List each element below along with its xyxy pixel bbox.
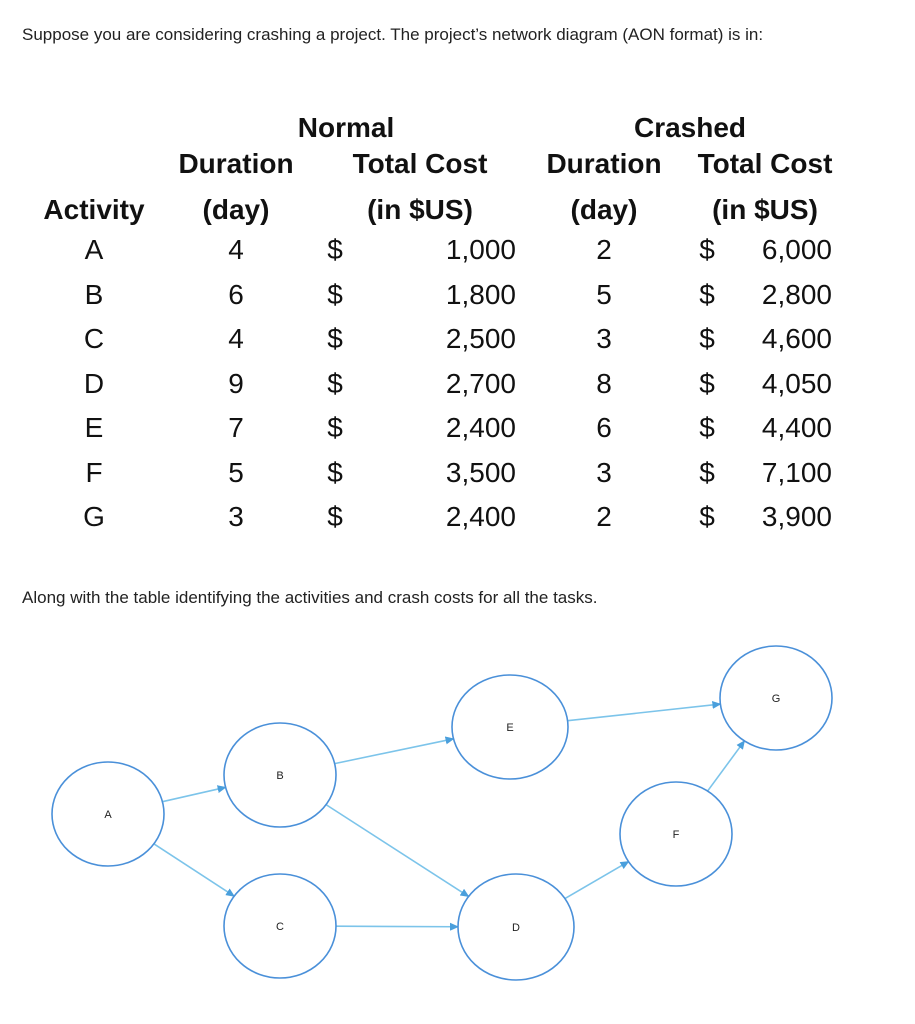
node-label: C	[276, 921, 284, 933]
normal-duration-cell: 5	[228, 456, 244, 488]
normal-duration-header: Duration	[178, 148, 294, 179]
crashed-duration-cell: 3	[596, 323, 612, 354]
node-f	[620, 782, 732, 886]
crashed-duration-cell: 6	[596, 412, 612, 443]
normal-cost-unit: (in $US)	[367, 194, 473, 225]
crashed-currency-symbol: $	[699, 456, 715, 488]
node-label: A	[104, 809, 112, 821]
node-label: D	[512, 922, 520, 934]
normal-currency-symbol: $	[327, 323, 343, 354]
crashed-currency-symbol: $	[699, 367, 715, 399]
normal-cost-header: Total Cost	[352, 148, 488, 179]
network-diagram	[0, 615, 915, 1024]
normal-cost-cell: 2,500	[445, 323, 516, 354]
crashed-cost-unit: (in $US)	[712, 194, 818, 225]
edge-d-f	[565, 862, 629, 899]
edge-c-d	[336, 926, 458, 927]
node-a	[52, 762, 164, 866]
crashed-duration-cell: 3	[596, 456, 612, 488]
crashed-duration-cell: 5	[596, 278, 612, 310]
normal-currency-symbol: $	[327, 367, 343, 399]
edge-a-c	[154, 844, 234, 896]
activity-cell: B	[84, 278, 104, 310]
edge-e-g	[568, 704, 721, 721]
normal-cost-cell: 1,800	[445, 278, 516, 310]
crashed-currency-symbol: $	[699, 234, 715, 265]
node-d	[458, 874, 574, 980]
normal-duration-cell: 6	[228, 278, 244, 310]
crashed-duration-cell: 2	[596, 234, 612, 265]
node-label: G	[771, 693, 781, 705]
edge-f-g	[708, 741, 745, 791]
crashed-currency-symbol: $	[699, 412, 715, 443]
crashed-duration-unit: (day)	[570, 194, 638, 225]
node-c	[224, 874, 336, 978]
crashed-group-header: Crashed	[633, 112, 747, 143]
edge-a-b	[162, 787, 225, 801]
edge-b-d	[326, 805, 469, 897]
node-label: E	[506, 722, 514, 734]
normal-duration-cell: 3	[228, 501, 244, 532]
crashed-cost-cell: 4,600	[761, 323, 832, 354]
activity-cell: G	[83, 501, 105, 532]
crashed-cost-cell: 4,050	[761, 367, 832, 399]
node-g	[720, 646, 832, 750]
crashed-cost-header: Total Cost	[697, 148, 833, 179]
normal-cost-cell: 2,700	[445, 367, 516, 399]
normal-cost-cell: 3,500	[445, 456, 516, 488]
normal-currency-symbol: $	[327, 501, 343, 532]
normal-currency-symbol: $	[327, 412, 343, 443]
normal-cost-cell: 2,400	[445, 501, 516, 532]
normal-cost-cell: 2,400	[445, 412, 516, 443]
normal-currency-symbol: $	[327, 456, 343, 488]
crashed-currency-symbol: $	[699, 323, 715, 354]
crashed-duration-cell: 8	[596, 367, 612, 399]
normal-currency-symbol: $	[327, 278, 343, 310]
node-label: B	[276, 770, 284, 782]
crashed-currency-symbol: $	[699, 501, 715, 532]
activity-cell: D	[83, 367, 105, 399]
activity-cell: A	[84, 234, 104, 265]
edge-b-e	[335, 739, 454, 764]
crashed-currency-symbol: $	[699, 278, 715, 310]
activity-cell: F	[85, 456, 103, 488]
normal-duration-cell: 7	[228, 412, 244, 443]
crashed-cost-cell: 2,800	[761, 278, 832, 310]
normal-duration-cell: 9	[228, 367, 244, 399]
activity-cell: C	[83, 323, 105, 354]
activity-header: Activity	[43, 194, 145, 225]
node-e	[452, 675, 568, 779]
normal-cost-cell: 1,000	[445, 234, 516, 265]
node-label: F	[672, 829, 680, 841]
caption-text: Along with the table identifying the activities and crash costs for all the tasks.	[22, 588, 598, 607]
crashed-duration-header: Duration	[546, 148, 662, 179]
normal-currency-symbol: $	[327, 234, 343, 265]
normal-duration-cell: 4	[228, 323, 244, 354]
crashed-cost-cell: 3,900	[761, 501, 832, 532]
normal-duration-unit: (day)	[202, 194, 270, 225]
crashed-duration-cell: 2	[596, 501, 612, 532]
node-b	[224, 723, 336, 827]
activity-cell: E	[84, 412, 104, 443]
crashed-cost-cell: 4,400	[761, 412, 832, 443]
crashed-cost-cell: 6,000	[761, 234, 832, 265]
intro-text: Suppose you are considering crashing a project. The project’s network diagram (AON format) is in:	[22, 25, 764, 44]
network-nodes	[52, 646, 832, 980]
crashed-cost-cell: 7,100	[761, 456, 832, 488]
normal-duration-cell: 4	[228, 234, 244, 265]
normal-group-header: Normal	[297, 112, 395, 143]
